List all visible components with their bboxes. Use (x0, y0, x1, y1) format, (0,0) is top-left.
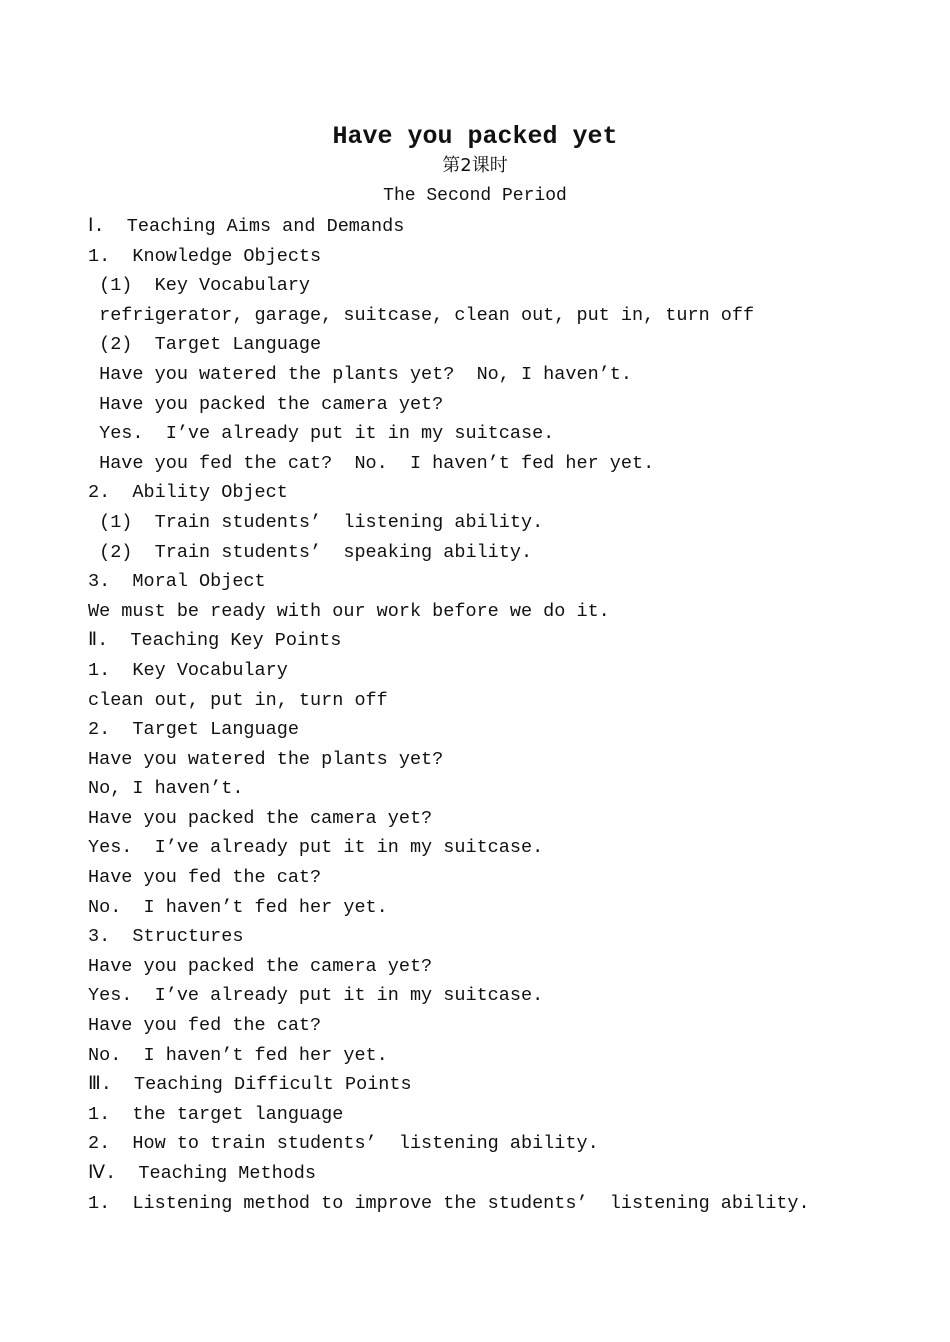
text-line: 1. the target language (88, 1103, 344, 1125)
text-line: clean out, put in, turn off (88, 689, 388, 711)
section-heading-aims: Ⅰ. Teaching Aims and Demands (88, 216, 405, 237)
text-line: No. I haven’t fed her yet. (88, 1044, 388, 1066)
text-line: Have you fed the cat? (88, 867, 322, 889)
lesson-number: 第2课时 (442, 155, 508, 176)
text-line: Have you watered the plants yet? (88, 748, 444, 770)
item-target-language: (2) Target Language (88, 334, 322, 356)
subheading-key-vocabulary: 1. Key Vocabulary (88, 659, 288, 681)
text-line: No. I haven’t fed her yet. (88, 896, 388, 918)
text-line: Have you packed the camera yet? (88, 393, 444, 415)
period-subtitle: The Second Period (383, 186, 567, 206)
subheading-target-language: 2. Target Language (88, 719, 299, 741)
text-line: 2. How to train students’ listening ability. (88, 1133, 599, 1155)
section-heading-difficult-points: Ⅲ. Teaching Difficult Points (88, 1074, 412, 1096)
text-line: Have you packed the camera yet? (88, 807, 433, 829)
subheading-moral-object: 3. Moral Object (88, 571, 266, 593)
text-line: 1. Listening method to improve the students’ listening ability. (88, 1192, 810, 1214)
text-line: No, I haven’t. (88, 778, 244, 800)
text-line: (2) Train students’ speaking ability. (88, 541, 533, 563)
subheading-structures: 3. Structures (88, 926, 244, 948)
text-line: Have you watered the plants yet? No, I haven’t. (88, 363, 632, 385)
vocabulary-list: refrigerator, garage, suitcase, clean out, put in, turn off (88, 304, 755, 326)
subheading-knowledge-objects: 1. Knowledge Objects (88, 245, 322, 267)
text-line: Yes. I’ve already put it in my suitcase. (88, 423, 555, 445)
text-line: Yes. I’ve already put it in my suitcase. (88, 985, 544, 1007)
page-title: Have you packed yet (332, 122, 618, 151)
text-line: (1) Train students’ listening ability. (88, 511, 544, 533)
text-line: Have you packed the camera yet? (88, 955, 433, 977)
text-line: We must be ready with our work before we do it. (88, 600, 610, 622)
section-heading-key-points: Ⅱ. Teaching Key Points (88, 630, 342, 652)
text-line: Yes. I’ve already put it in my suitcase. (88, 837, 544, 859)
section-heading-methods: Ⅳ. Teaching Methods (88, 1163, 317, 1184)
text-line: Have you fed the cat? (88, 1015, 322, 1037)
text-line: Have you fed the cat? No. I haven’t fed her yet. (88, 452, 655, 474)
subheading-ability-object: 2. Ability Object (88, 482, 288, 504)
document-body (88, 212, 928, 1218)
item-key-vocabulary: (1) Key Vocabulary (88, 275, 311, 297)
